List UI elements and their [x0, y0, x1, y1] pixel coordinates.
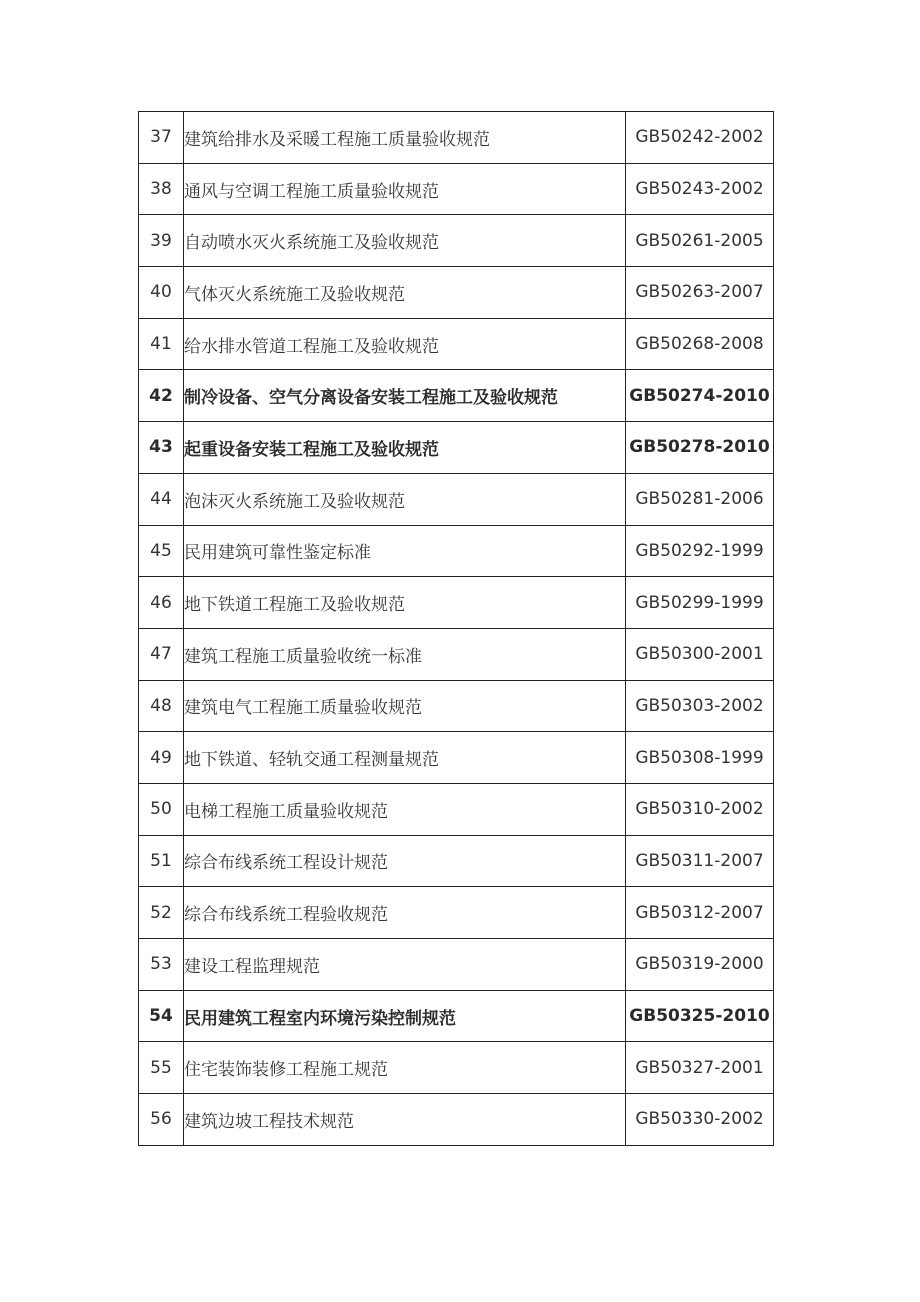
standard-name: 地下铁道工程施工及验收规范: [184, 577, 626, 629]
standard-code: GB50310-2002: [626, 783, 774, 835]
standard-name: 气体灭火系统施工及验收规范: [184, 267, 626, 319]
standard-name: 综合布线系统工程设计规范: [184, 835, 626, 887]
standards-table-body: [139, 112, 774, 1146]
standard-code: GB50274-2010: [626, 370, 774, 422]
standard-name: 建筑边坡工程技术规范: [184, 1094, 626, 1146]
table-row: [139, 318, 774, 370]
standard-name: 泡沫灭火系统施工及验收规范: [184, 473, 626, 525]
standard-code: GB50327-2001: [626, 1042, 774, 1094]
standard-name: 电梯工程施工质量验收规范: [184, 783, 626, 835]
standard-code: GB50278-2010: [626, 422, 774, 474]
row-number: 53: [139, 939, 184, 991]
standards-table: [138, 111, 774, 1146]
row-number: 51: [139, 835, 184, 887]
row-number: 40: [139, 267, 184, 319]
table-row: [139, 835, 774, 887]
standard-name: 给水排水管道工程施工及验收规范: [184, 318, 626, 370]
standard-code: GB50312-2007: [626, 887, 774, 939]
row-number: 41: [139, 318, 184, 370]
standard-name: 建设工程监理规范: [184, 939, 626, 991]
standard-code: GB50308-1999: [626, 732, 774, 784]
standard-code: GB50261-2005: [626, 215, 774, 267]
row-number: 55: [139, 1042, 184, 1094]
table-row: [139, 215, 774, 267]
standard-code: GB50330-2002: [626, 1094, 774, 1146]
table-row: [139, 473, 774, 525]
table-row: [139, 525, 774, 577]
table-row: [139, 112, 774, 164]
table-row: [139, 939, 774, 991]
standard-code: GB50325-2010: [626, 990, 774, 1042]
standard-name: 民用建筑可靠性鉴定标准: [184, 525, 626, 577]
table-row: [139, 783, 774, 835]
table-row: [139, 887, 774, 939]
standard-code: GB50242-2002: [626, 112, 774, 164]
row-number: 44: [139, 473, 184, 525]
standard-name: 建筑给排水及采暖工程施工质量验收规范: [184, 112, 626, 164]
row-number: 49: [139, 732, 184, 784]
table-row: [139, 577, 774, 629]
standard-name: 综合布线系统工程验收规范: [184, 887, 626, 939]
standard-name: 起重设备安装工程施工及验收规范: [184, 422, 626, 474]
standard-name: 自动喷水灭火系统施工及验收规范: [184, 215, 626, 267]
row-number: 50: [139, 783, 184, 835]
standard-name: 制冷设备、空气分离设备安装工程施工及验收规范: [184, 370, 626, 422]
standard-code: GB50300-2001: [626, 628, 774, 680]
standard-name: 住宅装饰装修工程施工规范: [184, 1042, 626, 1094]
standard-name: 建筑电气工程施工质量验收规范: [184, 680, 626, 732]
table-row: [139, 628, 774, 680]
row-number: 45: [139, 525, 184, 577]
row-number: 54: [139, 990, 184, 1042]
standard-code: GB50303-2002: [626, 680, 774, 732]
standard-code: GB50299-1999: [626, 577, 774, 629]
standard-code: GB50243-2002: [626, 163, 774, 215]
standard-code: GB50268-2008: [626, 318, 774, 370]
row-number: 56: [139, 1094, 184, 1146]
table-row: [139, 1042, 774, 1094]
standard-name: 民用建筑工程室内环境污染控制规范: [184, 990, 626, 1042]
row-number: 37: [139, 112, 184, 164]
row-number: 38: [139, 163, 184, 215]
table-row: [139, 163, 774, 215]
standard-code: GB50292-1999: [626, 525, 774, 577]
table-row: [139, 422, 774, 474]
row-number: 46: [139, 577, 184, 629]
row-number: 42: [139, 370, 184, 422]
table-row: [139, 680, 774, 732]
standard-code: GB50263-2007: [626, 267, 774, 319]
table-row: [139, 732, 774, 784]
table-row: [139, 267, 774, 319]
table-row: [139, 990, 774, 1042]
standard-code: GB50311-2007: [626, 835, 774, 887]
table-row: [139, 1094, 774, 1146]
table-row: [139, 370, 774, 422]
row-number: 47: [139, 628, 184, 680]
row-number: 39: [139, 215, 184, 267]
row-number: 52: [139, 887, 184, 939]
standard-name: 建筑工程施工质量验收统一标准: [184, 628, 626, 680]
standard-name: 通风与空调工程施工质量验收规范: [184, 163, 626, 215]
standard-code: GB50281-2006: [626, 473, 774, 525]
standard-name: 地下铁道、轻轨交通工程测量规范: [184, 732, 626, 784]
row-number: 48: [139, 680, 184, 732]
row-number: 43: [139, 422, 184, 474]
standard-code: GB50319-2000: [626, 939, 774, 991]
